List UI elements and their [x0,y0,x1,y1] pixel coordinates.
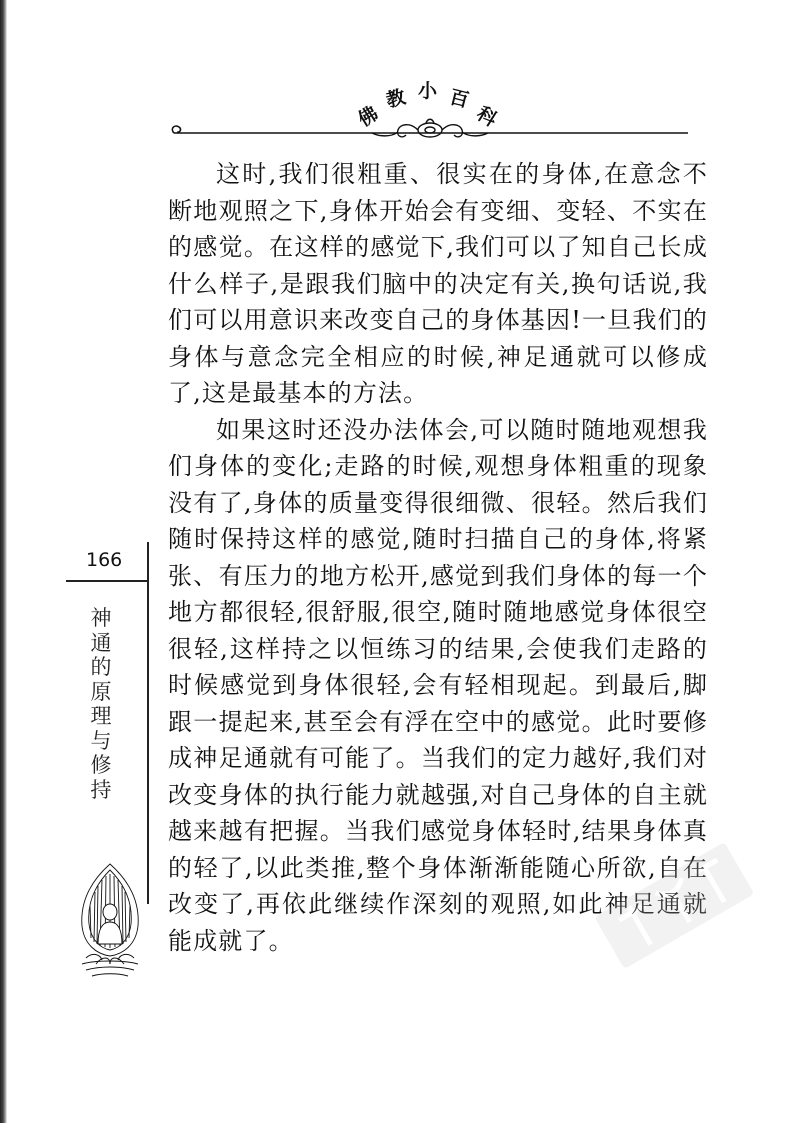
book-title-char-2: 通 [90,630,112,655]
header-char-1: 佛 [354,102,383,132]
book-title-char-4: 原 [90,679,112,704]
flame-buddha-icon [72,860,148,980]
paragraph-2: 如果这时还没办法体会,可以随时随地观想我们身体的变化;走路的时候,观想身体粗重的现象没有了,身体的质量变得很细微、很轻。然后我们随时保持这样的感觉,随时扫描自己的身体,将紧张、有压力的地方松开,感觉到我们身体的每一个地方都很轻,很舒服,很空,随时随地感觉身体很空很轻,这样持之以恒练习的结果,会使我们走路的时候感觉到身体很轻,会有轻相现起。到最后,脚跟一提起来,甚至会有浮在空中的感觉。此时要修成神足通就有可能了。当我们的定力越好,我们对改变身体的执行能力就越强,对自己身体的自主就越来越有把握。当我们感觉身体轻时,结果身体真的轻了,以此类推,整个身体渐渐能随心所欲,自在改变了,再依此继续作深刻的观照,如此神足通就能成就了。 [168,415,708,955]
header-char-4: 百 [447,85,472,112]
scan-edge-shadow [0,0,7,1123]
paragraph-1: 这时,我们很粗重、很实在的身体,在意念不断地观照之下,身体开始会有变细、变轻、不实在的感觉。在这样的感觉下,我们可以了知自己长成什么样子,是跟我们脑中的决定有关,换句话说,我们可以用意识来改变自己的身体基因!一旦我们的身体与意念完全相应的时候,神足通就可以修成了,这是最基本的方法。 [168,160,708,407]
page-number: 166 [86,549,123,571]
book-title-char-6: 与 [90,728,112,753]
book-title-char-8: 持 [90,777,112,802]
sidebar-horizontal-rule [66,580,148,582]
book-title-char-1: 神 [90,606,112,630]
header-char-3: 小 [418,80,438,102]
book-title-char-5: 理 [90,704,112,728]
book-title-char-7: 修 [90,753,112,777]
header-char-2: 教 [383,85,408,112]
watermark-stamp [570,838,770,978]
sidebar-vertical-rule [147,542,149,904]
scroll-ornament-icon [168,118,693,142]
book-title-vertical [88,606,114,802]
header-char-5: 科 [472,102,501,132]
running-header-title [350,74,510,132]
book-title-char-3: 的 [90,655,112,679]
